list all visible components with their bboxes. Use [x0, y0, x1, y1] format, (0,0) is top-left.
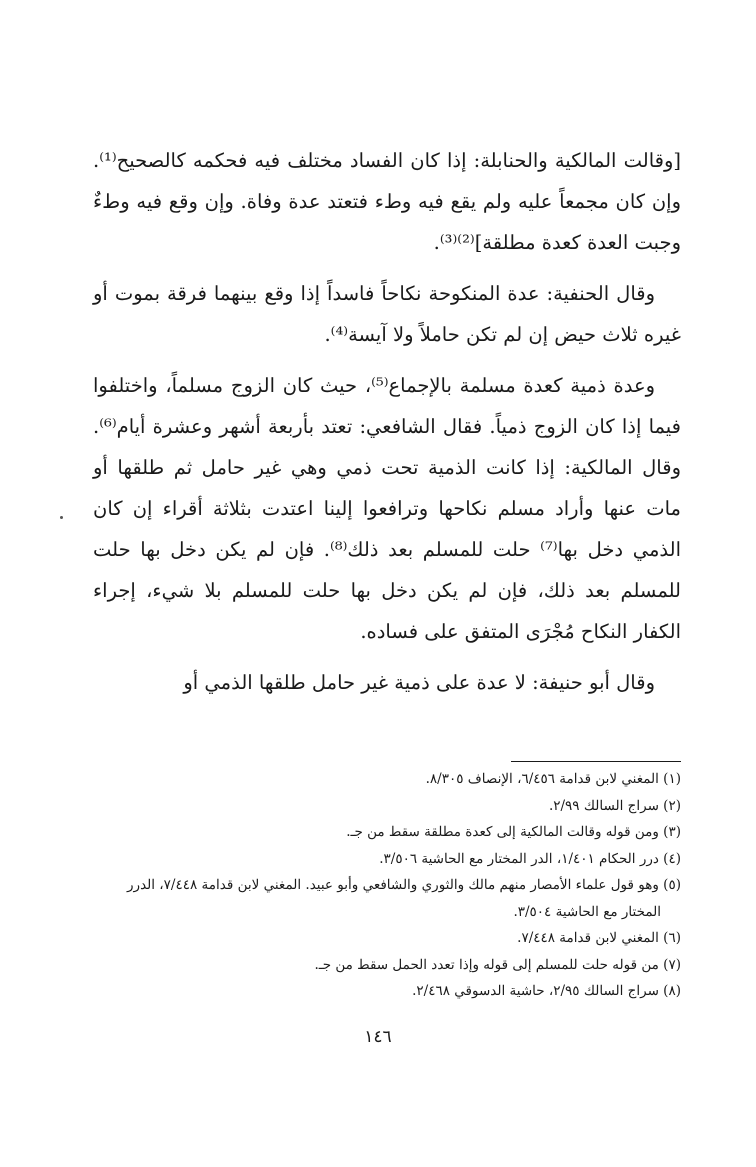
footnote-7: (٧) من قوله حلت للمسلم إلى قوله وإذا تعدد الحمل سقط من جـ.: [314, 956, 681, 973]
footnote-divider: [511, 761, 681, 762]
paragraph-hanafi: وقال الحنفية: عدة المنكوحة نكاحاً فاسداً إذا وقع بينهما فرقة بموت أو غيره ثلاث حيض إن لم تكن حاملاً ولا آيسة⁽⁴⁾.: [93, 282, 681, 346]
paragraph-maliki-hanbali: [وقالت المالكية والحنابلة: إذا كان الفساد مختلف فيه فحكمه كالصحيح⁽¹⁾. وإن كان مجمعاً عليه ولم يقع فيه وطء فتعتد عدة وفاة. وإن وقع فيه وطءٌ وجبت العدة كعدة مطلقة]⁽²⁾⁽³⁾.: [93, 149, 681, 254]
footnote-3: (٣) ومن قوله وقالت المالكية إلى كعدة مطلقة سقط من جـ.: [346, 824, 681, 840]
paragraph-dhimmi-iddah: وعدة ذمية كعدة مسلمة بالإجماع⁽⁵⁾، حيث كان الزوج مسلماً، واختلفوا فيما إذا كان الزوج ذمياً. فقال الشافعي: تعتد بأربعة أشهر وعشرة أيام⁽⁶⁾. وقال المالكية: إذا كانت الذمية تحت ذمي وهي غير حامل ثم طلقها أو مات عنها وأراد مسلم نكاحها وترافعوا إلينا اعتدت بثلاثة أقراء إن كان الذمي دخل بها⁽⁷⁾ حلت للمسلم بعد ذلك⁽⁸⁾. فإن لم يكن دخل بها حلت للمسلم بعد ذلك، فإن لم يكن دخل بها حلت للمسلم بلا شيء، إجراء الكفار النكاح مُجْرَى المتفق على فساده.: [93, 374, 681, 643]
footnote-2: (٢) سراج السالك ٢/٩٩.: [548, 797, 681, 814]
margin-dot: [60, 516, 63, 519]
footnote-5: (٥) وهو قول علماء الأمصار منهم مالك والثوري والشافعي وأبو عبيد. المغني لابن قدامة ٧/٤٤٨، الدرر المختار مع الحاشية ٣/٥٠٤.: [127, 877, 681, 920]
footnote-6: (٦) المغني لابن قدامة ٧/٤٤٨.: [517, 930, 681, 946]
footnote-4: (٤) درر الحكام ١/٤٠١، الدر المختار مع الحاشية ٣/٥٠٦.: [379, 850, 681, 867]
page-number: ١٤٦: [364, 1027, 392, 1047]
footnote-8: (٨) سراج السالك ٢/٩٥، حاشية الدسوقي ٢/٤٦٨.: [412, 983, 681, 999]
main-text-body: [93, 140, 681, 713]
paragraph-abu-hanifa: وقال أبو حنيفة: لا عدة على ذمية غير حامل طلقها الذمي أو: [183, 671, 655, 694]
footnotes-section: [91, 766, 681, 1005]
footnote-1: (١) المغني لابن قدامة ٦/٤٥٦، الإنصاف ٨/٣٠٥.: [425, 771, 681, 787]
